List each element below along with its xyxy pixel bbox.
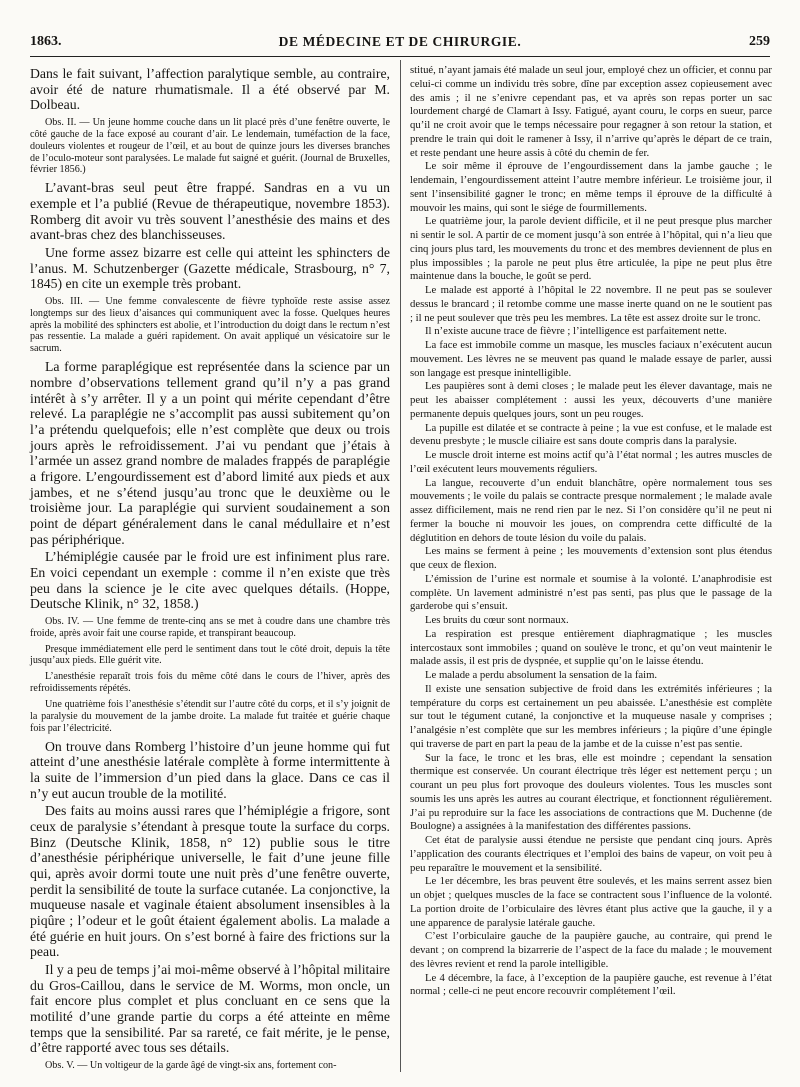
header-rule [30,56,770,57]
observation-note: L’anesthésie reparaît trois fois du même côté dans le cours de l’hiver, après des refroidissements répétés. [30,671,390,695]
observation-paragraph: Le 4 décembre, la face, à l’exception de la paupière gauche, est revenue à l’état normal ; celle-ci ne peut encore recouvrir complétement l’œil. [410,971,772,998]
observation-paragraph: Les mains se ferment à peine ; les mouvements d’extension sont plus étendus que ceux de flexion. [410,545,772,571]
observation-paragraph: Les paupières sont à demi closes ; le malade peut les élever davantage, mais ne peut les abaisser complétement : aussi les yeux, découverts d’une manière permanente depuis quelques jours, sont un peu rouges. [410,380,772,420]
left-column [30,64,390,1076]
observation-note: Presque immédiatement elle perd le sentiment dans tout le côté droit, depuis la tête jusqu’aux pieds. Elle guérit vite. [30,643,390,667]
paragraph: Il y a peu de temps j’ai moi-même observé à l’hôpital militaire du Gros-Caillou, dans le service de M. Worms, mon oncle, un fait encore plus complet et plus concluant en ce sens que la motilité d’une grande partie du corps a été atteinte en même temps que la sensibilité. Par sa rareté, ce fait mérite, je le pense, d’être rapporté avec tous ses détails. [30,961,390,1056]
column-divider [400,60,401,1072]
paragraph: Une forme assez bizarre est celle qui atteint les sphincters de l’anus. M. Schutzenberger (Gazette médicale, Strasbourg, n° 7, 1845) en cite un exemple très probant. [30,244,390,292]
observation-note: Obs. IV. — Une femme de trente-cinq ans se met à coudre dans une chambre très froide, après avoir fait une course rapide, et transpirant beaucoup. [30,615,390,639]
observation-paragraph: stitué, n’ayant jamais été malade un seul jour, employé chez un officier, et connu par celui-ci comme un individu très sobre, dîne par exception assez copieusement avec des amis ; il ne s’enivre cependant pas, et va après son repas porter un sac lourdement chargé de Clamart à Issy. Fatigué, ayant couru, le corps en sueur, parce qu’il ne croit avoir que le temps nécessaire pour regagner à son retour la station, et prendre le train qui doit le ramener à Issy, il n’arrive qu’après le départ de ce train, et reste pendant une heure assis à côté du chemin de fer. [410,64,772,159]
observation-note: Obs. III. — Une femme convalescente de fièvre typhoïde reste assise assez longtemps sur des lieux d’aisances qui communiquent avec la fosse. Quelques heures après la mobilité des sphincters est abolie, et l’introduction du doigt dans le rectum n’est pas ressentie. La malade a guéri rapidement. On avait appliqué un vésicatoire sur le sacrum. [30,295,390,355]
observation-paragraph: L’émission de l’urine est normale et soumise à la volonté. L’anaphrodisie est complète. Un lavement administré n’est pas senti, pas plus que le passage de la garderobe qui s’ensuit. [410,572,772,613]
observation-paragraph: Le 1er décembre, les bras peuvent être soulevés, et les mains serrent assez bien un objet ; quelques muscles de la face se contractent sous l’influence de la volonté. La portion droite de l’orbiculaire des lèvres étant plus active que la gauche, il y a une apparence de paralysie latérale gauche. [410,875,772,929]
page-number: 259 [749,34,770,49]
observation-paragraph: Le quatrième jour, la parole devient difficile, et il ne peut presque plus marcher ni sentir le sol. A partir de ce moment jusqu’à son entrée à l’hôpital, qui n’a lieu que cinq jours plus tard, les mouvements du tronc et des membres deviennent de plus en plus impossibles ; la parole ne peut plus être articulée, la pipe ne peut plus être maintenue dans la bouche, le goût se perd. [410,215,772,283]
observation-paragraph: Il existe une sensation subjective de froid dans les extrémités inférieures ; la température du corps est certainement un peu abaissée. L’anesthésie est complète sur tout le tégument cutané, la conjonctive et la muqueuse nasale y comprises ; l’analgésie n’est complète que sur les membres inférieurs ; la piqûre d’une épingle qui traverse de part en part la peau de la jambe et de la cuisse n’est pas sentie. [410,682,772,750]
observation-paragraph: Le malade est apporté à l’hôpital le 22 novembre. Il ne peut pas se soulever dessus le brancard ; il retombe comme une masse inerte quand on ne le soutient pas ; il ne peut soulever que très peu les membres. La tête est assez droite sur le tronc. [410,284,772,324]
observation-paragraph: Sur la face, le tronc et les bras, elle est moindre ; cependant la sensation thermique est conservée. Un courant électrique très léger est nettement perçu ; un courant un peu plus fort provoque des douleurs violentes. Tous les muscles sont soumis les uns après les autres au courant électrique, et fonctionnent régulièrement. J’ai pu reproduire sur la face les associations de contractions que M. Duchenne (de Boulogne) a assignées à la manifestation des différentes passions. [410,751,772,833]
paragraph: On trouve dans Romberg l’histoire d’un jeune homme qui fut atteint d’une anesthésie latérale complète à forme intermittente à la suite de l’immersion d’un pied dans la glace. Dans ce cas il n’y eut aucun trouble de la motilité. [30,738,390,801]
observation-note: Une quatrième fois l’anesthésie s’étendit sur l’autre côté du corps, et il s’y joignit de la paralysie du mouvement de la jambe droite. La malade fut traitée et guérie chaque fois par l’électricité. [30,698,390,734]
paragraph: L’avant-bras seul peut être frappé. Sandras en a vu un exemple et l’a publié (Revue de thérapeutique, novembre 1853). Romberg dit avoir vu très souvent l’anesthésie des mains et des avant-bras chez des blanchisseuses. [30,180,390,243]
right-column [410,64,772,999]
journal-title: DE MÉDECINE ET DE CHIRURGIE. [278,34,522,49]
observation-note: Obs. V. — Un voltigeur de la garde âgé de vingt-six ans, fortement con- [45,1059,337,1071]
page-year: 1863. [30,34,62,49]
observation-note: Obs. II. — Un jeune homme couche dans un lit placé près d’une fenêtre ouverte, le côté gauche de la face exposé au courant d’air. Le lendemain, tuméfaction de la face, douleurs violentes et rougeur de l’œil, et au bout de quinze jours les diverses branches de l’oculo-moteur sont paralysées. Le malade fut saigné et guérit. (Journal de Bruxelles, février 1856.) [30,117,390,176]
observation-paragraph: Cet état de paralysie aussi étendue ne persiste que pendant cinq jours. Après l’application des courants électriques et l’emploi des bains de vapeur, on voit peu à peu reparaître le mouvement et la sensibilité. [410,834,772,874]
paragraph: Dans le fait suivant, l’affection paralytique semble, au contraire, avoir été de nature rhumatismale. Il a été observé par M. Dolbeau. [30,66,390,113]
observation-paragraph: La respiration est presque entièrement diaphragmatique ; les muscles intercostaux sont immobiles ; quand on soulève le tronc, et qu’on veut maintenir le malade assis, il est pris de dyspnée, et supplie qu’on le laisse étendu. [410,627,772,668]
paragraph: La forme paraplégique est représentée dans la science par un nombre d’observations tellement grand qu’il n’y a pas grand intérêt à s’y arrêter. Il y a un point qui mérite cependant d’être relevé. La paraplégie ne s’accomplit pas aussi subitement qu’on l’a prétendu quelquefois; elle n’est complète que deux ou trois jours après le refroidissement. J’ai vu pendant que j’étais à l’armée un assez grand nombre de malades frappés de paraplégie a frigore. L’engourdissement est d’abord limité aux pieds et aux jambes, et ne s’étend jusqu’au tronc que le deuxième ou le troisième jour. La paraplégie qui survient soudainement a son point de départ généralement dans le canal médullaire et n’est pas périphérique. [30,359,390,547]
observation-paragraph: Le soir même il éprouve de l’engourdissement dans la jambe gauche ; le lendemain, l’engourdissement atteint l’autre membre inférieur. Le troisième jour, il sent l’insensibilité gagner le tronc; en même temps il éprouve de la difficulté à mouvoir les mains, qui sont le siége de fourmillements. [410,160,772,214]
observation-paragraph: La face est immobile comme un masque, les muscles faciaux n’exécutent aucun mouvement. Les lèvres ne se meuvent pas quand le malade essaye de parler, aussi son langage est presque inintelligible. [410,339,772,379]
observation-paragraph: La pupille est dilatée et se contracte à peine ; la vue est confuse, et le malade est devenu presbyte ; le muscle ciliaire est sans doute compris dans la paralysie. [410,421,772,448]
observation-paragraph: Il n’existe aucune trace de fièvre ; l’intelligence est parfaitement nette. [425,325,727,338]
observation-paragraph: Les bruits du cœur sont normaux. [425,614,569,626]
observation-paragraph: C’est l’orbiculaire gauche de la paupière gauche, au contraire, qui prend le devant ; on comprend la bizarrerie de l’aspect de la face du malade ; le mouvement des lèvres revient et rend la parole intelligible. [410,930,772,970]
paragraph: Des faits au moins aussi rares que l’hémiplégie a frigore, sont ceux de paralysie s’étendant à presque toute la surface du corps. Binz (Deutsche Klinik, 1858, n° 12) publie sous le titre d’anesthésie périphérique universelle, le fait d’une jeune fille qui, après avoir dormi toute une nuit près d’une fenêtre ouverte, perdit la sensibilité de toute la surface cutanée. La conjonctive, la muqueuse nasale et vaginale étaient absolument insensibles à la piqûre ; l’odeur et le goût étaient également abolis. La malade a été guérie en huit jours. On s’est borné à faire des frictions sur la peau. [30,803,390,960]
running-header [30,34,770,54]
observation-paragraph: Le muscle droit interne est moins actif qu’à l’état normal ; les autres muscles de l’œil exécutent leurs mouvements réguliers. [410,449,772,475]
observation-paragraph: Le malade a perdu absolument la sensation de la faim. [425,669,658,681]
paragraph: L’hémiplégie causée par le froid ure est infiniment plus rare. En voici cependant un exemple : comme il n’en existe que très peu dans la science je le cite avec quelques détails. (Hoppe, Deutsche Klinik, n° 32, 1858.) [30,549,390,612]
observation-paragraph: La langue, recouverte d’un enduit blanchâtre, opère normalement tous ses mouvements ; le voile du palais se contracte presque normalement ; le malade avale assez difficilement, mais ne rend rien par le nez. Si l’on considère qu’il ne peut ni fermer la bouche ni mouvoir les joues, on comprendra cette difficulté de la déglutition en dehors de toute lésion du voile du palais. [410,476,772,544]
